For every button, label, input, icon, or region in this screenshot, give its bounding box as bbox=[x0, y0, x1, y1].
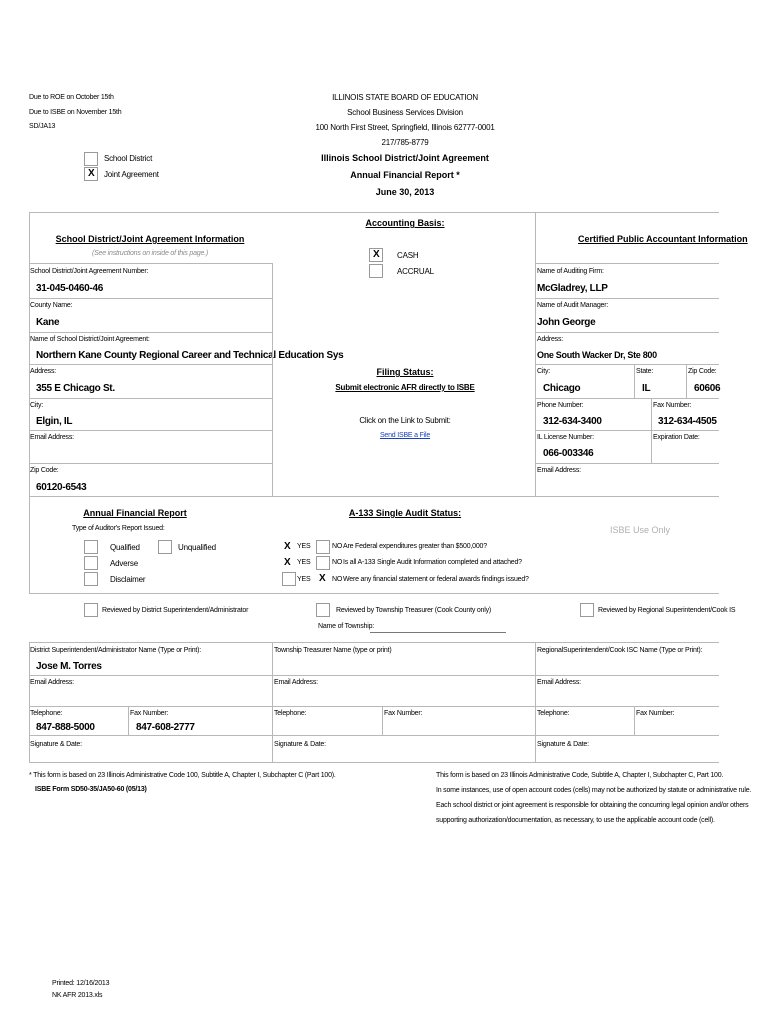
school-district-label: School District bbox=[104, 154, 153, 163]
footer-note-right-3: Each school district or joint agreement is responsible for obtaining the concurring legal opinion and/or others bbox=[436, 802, 749, 809]
district-number[interactable]: 31-045-0460-46 bbox=[36, 283, 103, 294]
audit-firm[interactable]: McGladrey, LLP bbox=[537, 283, 608, 294]
district-signature-label: Signature & Date: bbox=[30, 741, 82, 748]
township-fax-label: Fax Number: bbox=[384, 710, 423, 717]
cpa-city-label: City: bbox=[537, 368, 551, 375]
county-label: County Name: bbox=[30, 302, 73, 309]
a133-q3-yes-checkbox[interactable] bbox=[282, 572, 296, 586]
regional-telephone-label: Telephone: bbox=[537, 710, 570, 717]
send-isbe-file-link[interactable]: Send ISBE a File bbox=[379, 432, 431, 439]
district-name[interactable]: Northern Kane County Regional Career and Technical Education Sys bbox=[36, 350, 344, 361]
due-roe-text: Due to ROE on October 15th bbox=[29, 94, 114, 101]
school-district-checkbox[interactable] bbox=[84, 152, 98, 166]
a133-q2-yes-mark: X bbox=[284, 557, 291, 568]
a133-q2-no: NO bbox=[332, 559, 343, 566]
district-review-checkbox[interactable] bbox=[84, 603, 98, 617]
a133-q1-no-checkbox[interactable] bbox=[316, 540, 330, 554]
a133-q1-text: Are Federal expenditures greater than $500,000? bbox=[343, 543, 487, 550]
qualified-checkbox[interactable] bbox=[84, 540, 98, 554]
cpa-phone-label: Phone Number: bbox=[537, 402, 584, 409]
cpa-license[interactable]: 066-003346 bbox=[543, 448, 594, 459]
township-telephone-label: Telephone: bbox=[274, 710, 307, 717]
address-label: Address: bbox=[30, 368, 57, 375]
district-zip[interactable]: 60120-6543 bbox=[36, 482, 87, 493]
qualified-label: Qualified bbox=[110, 543, 140, 552]
a133-heading: A-133 Single Audit Status: bbox=[348, 508, 462, 518]
district-telephone-label: Telephone: bbox=[30, 710, 63, 717]
district-admin-name[interactable]: Jose M. Torres bbox=[36, 661, 102, 672]
cpa-fax[interactable]: 312-634-4505 bbox=[658, 416, 717, 427]
info-instructions: (See instructions on inside of this page.) bbox=[91, 250, 209, 257]
disclaimer-label: Disclaimer bbox=[110, 575, 146, 584]
cash-label: CASH bbox=[397, 251, 419, 260]
regional-signature-label: Signature & Date: bbox=[537, 741, 589, 748]
afr-heading: Annual Financial Report bbox=[83, 508, 187, 518]
cpa-state-label: State: bbox=[636, 368, 654, 375]
footer-note-right-4: supporting authorization/documentation, as necessary, to use the applicable account code (cell). bbox=[436, 817, 715, 824]
unqualified-label: Unqualified bbox=[178, 543, 216, 552]
license-label: IL License Number: bbox=[537, 434, 594, 441]
a133-q3-no-mark: X bbox=[319, 573, 326, 584]
township-name-label: Name of Township: bbox=[318, 623, 375, 630]
info-heading: School District/Joint Agreement Information bbox=[55, 234, 245, 244]
township-review-label: Reviewed by Township Treasurer (Cook County only) bbox=[336, 607, 492, 614]
report-title: Illinois School District/Joint Agreement bbox=[321, 153, 489, 163]
regional-name-label: RegionalSuperintendent/Cook ISC Name (Type or Print): bbox=[537, 647, 703, 654]
report-type-label: Type of Auditor's Report Issued: bbox=[72, 525, 165, 532]
audit-manager[interactable]: John George bbox=[537, 317, 596, 328]
district-name-label: Name of School District/Joint Agreement: bbox=[30, 336, 150, 343]
printed-date: Printed: 12/16/2013 bbox=[52, 980, 110, 987]
unqualified-checkbox[interactable] bbox=[158, 540, 172, 554]
cpa-address[interactable]: One South Wacker Dr, Ste 800 bbox=[537, 350, 657, 360]
isbe-use-only: ISBE Use Only bbox=[610, 525, 671, 535]
firm-label: Name of Auditing Firm: bbox=[537, 268, 604, 275]
county-name[interactable]: Kane bbox=[36, 317, 60, 328]
district-admin-name-label: District Superintendent/Administrator Name (Type or Print): bbox=[30, 647, 202, 654]
filing-instruction: Submit electronic AFR directly to ISBE bbox=[335, 383, 475, 392]
district-review-label: Reviewed by District Superintendent/Administrator bbox=[102, 607, 249, 614]
cash-mark: X bbox=[373, 249, 380, 260]
a133-q1-yes: YES bbox=[297, 543, 311, 550]
cpa-city[interactable]: Chicago bbox=[543, 383, 581, 394]
a133-q1-no: NO bbox=[332, 543, 343, 550]
footer-note-right-1: This form is based on 23 Illinois Administrative Code, Subtitle A, Chapter I, Subchapter C, Part 100. bbox=[436, 772, 724, 779]
report-date: June 30, 2013 bbox=[375, 187, 435, 197]
manager-label: Name of Audit Manager: bbox=[537, 302, 609, 309]
cpa-address-label: Address: bbox=[537, 336, 564, 343]
cpa-state[interactable]: IL bbox=[642, 383, 651, 394]
division-name: School Business Services Division bbox=[347, 108, 463, 117]
form-code: SD/JA13 bbox=[29, 123, 56, 130]
township-email-label: Email Address: bbox=[274, 679, 318, 686]
accrual-checkbox[interactable] bbox=[369, 264, 383, 278]
district-fax[interactable]: 847-608-2777 bbox=[136, 722, 195, 733]
city-label: City: bbox=[30, 402, 44, 409]
joint-agreement-mark: X bbox=[88, 168, 95, 179]
email-label: Email Address: bbox=[30, 434, 74, 441]
agency-name: ILLINOIS STATE BOARD OF EDUCATION bbox=[332, 93, 478, 102]
cpa-heading: Certified Public Accountant Information bbox=[578, 234, 748, 244]
township-signature-label: Signature & Date: bbox=[274, 741, 326, 748]
cpa-zip-label: Zip Code: bbox=[688, 368, 717, 375]
a133-q2-yes: YES bbox=[297, 559, 311, 566]
disclaimer-checkbox[interactable] bbox=[84, 572, 98, 586]
a133-q2-no-checkbox[interactable] bbox=[316, 556, 330, 570]
cpa-zip[interactable]: 60606 bbox=[694, 383, 721, 394]
cpa-phone[interactable]: 312-634-3400 bbox=[543, 416, 602, 427]
adverse-label: Adverse bbox=[110, 559, 138, 568]
a133-q3-no: NO bbox=[332, 576, 343, 583]
accrual-label: ACCRUAL bbox=[397, 267, 434, 276]
report-subtitle: Annual Financial Report * bbox=[350, 170, 460, 180]
expiration-label: Expiration Date: bbox=[653, 434, 700, 441]
township-treasurer-name-label: Township Treasurer Name (type or print) bbox=[274, 647, 392, 654]
district-city[interactable]: Elgin, IL bbox=[36, 416, 73, 427]
district-address[interactable]: 355 E Chicago St. bbox=[36, 383, 115, 394]
footer-note-right-2: In some instances, use of open account codes (cells) may not be authorized by statute or administrative rule. bbox=[436, 787, 752, 794]
a133-q1-yes-mark: X bbox=[284, 541, 291, 552]
accounting-heading: Accounting Basis: bbox=[365, 218, 445, 228]
township-review-checkbox[interactable] bbox=[316, 603, 330, 617]
a133-q3-yes: YES bbox=[297, 576, 311, 583]
form-id: ISBE Form SD50-35/JA50-60 (05/13) bbox=[35, 786, 147, 793]
regional-review-checkbox[interactable] bbox=[580, 603, 594, 617]
cpa-email-label: Email Address: bbox=[537, 467, 581, 474]
regional-fax-label: Fax Number: bbox=[636, 710, 675, 717]
agency-address: 100 North First Street, Springfield, Illinois 62777-0001 bbox=[315, 123, 495, 132]
filing-click-text: Click on the Link to Submit: bbox=[359, 416, 451, 425]
due-isbe-text: Due to ISBE on November 15th bbox=[29, 109, 122, 116]
agency-phone: 217/785-8779 bbox=[381, 138, 429, 147]
filing-heading: Filing Status: bbox=[376, 367, 434, 377]
regional-review-label: Reviewed by Regional Superintendent/Cook IS bbox=[598, 607, 736, 614]
footer-note-left: * This form is based on 23 Illinois Administrative Code 100, Subtitle A, Chapter I, Subchapter C (Part 100). bbox=[29, 772, 336, 779]
a133-q2-text: Is all A-133 Single Audit Information completed and attached? bbox=[343, 559, 522, 566]
district-number-label: School District/Joint Agreement Number: bbox=[30, 268, 149, 275]
a133-q3-text: Were any financial statement or federal awards findings issued? bbox=[343, 576, 529, 583]
regional-email-label: Email Address: bbox=[537, 679, 581, 686]
district-email-label: Email Address: bbox=[30, 679, 74, 686]
file-name: NK AFR 2013.xls bbox=[52, 992, 103, 999]
district-fax-label: Fax Number: bbox=[130, 710, 169, 717]
cpa-fax-label: Fax Number: bbox=[653, 402, 692, 409]
adverse-checkbox[interactable] bbox=[84, 556, 98, 570]
joint-agreement-label: Joint Agreement bbox=[104, 170, 159, 179]
district-telephone[interactable]: 847-888-5000 bbox=[36, 722, 95, 733]
zip-label: Zip Code: bbox=[30, 467, 59, 474]
